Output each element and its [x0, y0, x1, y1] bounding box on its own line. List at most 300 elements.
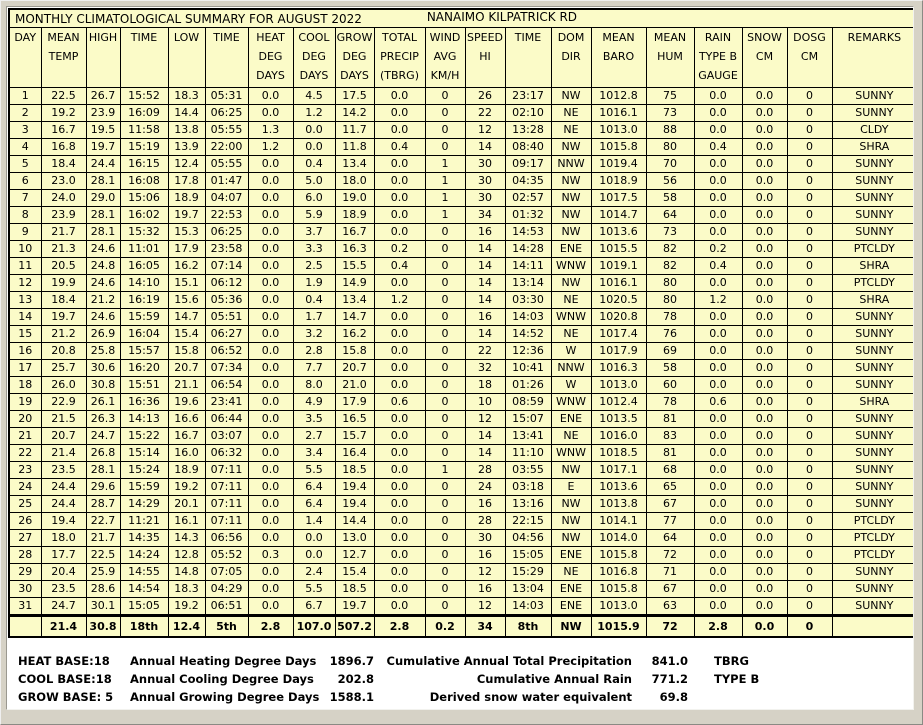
cell-dosg-cm: 0	[787, 360, 832, 377]
cell-dom-dir: NW	[551, 496, 591, 513]
cell-heat-deg-days: 1.2	[248, 139, 293, 156]
col-header-line: HIGH	[88, 31, 118, 44]
cell-remarks: PTCLDY	[832, 547, 914, 564]
cell-rain-gauge: 0.0	[694, 496, 742, 513]
cell-speed-hi: 24	[465, 479, 505, 496]
cell-remarks: PTCLDY	[832, 513, 914, 530]
cell-remarks: SHRA	[832, 139, 914, 156]
table-row	[9, 513, 914, 530]
cell-mean-temp: 26.0	[41, 377, 86, 394]
cell-high-time: 15:52	[120, 88, 168, 105]
cell-dosg-cm: 0	[787, 564, 832, 581]
cell-high: 24.6	[86, 309, 120, 326]
cell-grow-deg-days: 16.4	[335, 445, 374, 462]
annual-summary-footer	[18, 652, 912, 706]
cell-cool-deg-days: 6.7	[293, 598, 335, 616]
cell-day: 30	[9, 581, 41, 598]
col-header-line: TIME	[514, 31, 542, 44]
cell-dom-dir: NE	[551, 122, 591, 139]
cell-snow-cm: 0.0	[742, 564, 787, 581]
cell-mean-temp: 20.5	[41, 258, 86, 275]
cell-dosg-cm: 0	[787, 411, 832, 428]
footer-annual-label: Annual Growing Degree Days	[130, 690, 320, 704]
cell-low-time: 06:27	[205, 326, 248, 343]
cell-cool-deg-days: 3.2	[293, 326, 335, 343]
cell-dom-dir: NNW	[551, 360, 591, 377]
cell-total-precip: 0.0	[374, 462, 425, 479]
cell-high-time: 16:08	[120, 173, 168, 190]
cell-grow-deg-days: 13.4	[335, 156, 374, 173]
cell-low: 14.7	[168, 309, 205, 326]
cell-mean-baro: 1013.0	[591, 598, 646, 616]
cell-speed-hi: 16	[465, 224, 505, 241]
cell-mean-temp: 19.7	[41, 309, 86, 326]
cell-mean-baro: 1017.4	[591, 326, 646, 343]
cell-heat-deg-days: 0.0	[248, 224, 293, 241]
total-cool-deg-days: 107.0	[293, 616, 335, 638]
cell-high: 26.7	[86, 88, 120, 105]
cell-low: 16.1	[168, 513, 205, 530]
cell-cool-deg-days: 7.7	[293, 360, 335, 377]
cell-wind-avg: 0	[425, 496, 465, 513]
cell-speed-hi: 30	[465, 530, 505, 547]
table-row	[9, 360, 914, 377]
cell-total-precip: 0.0	[374, 530, 425, 547]
col-header-line: TIME	[213, 31, 240, 44]
cell-day: 6	[9, 173, 41, 190]
cell-speed-hi: 30	[465, 173, 505, 190]
cell-remarks: SUNNY	[832, 343, 914, 360]
col-header-line: HUM	[657, 50, 683, 63]
cell-mean-hum: 67	[646, 496, 694, 513]
footer-base-label: HEAT BASE:18	[18, 654, 110, 668]
table-row	[9, 122, 914, 139]
footer-annual-label: Annual Cooling Degree Days	[130, 672, 314, 686]
cell-low-time: 03:07	[205, 428, 248, 445]
footer-cumulative-label: Derived snow water equivalent	[429, 690, 632, 704]
cell-high: 22.5	[86, 547, 120, 564]
cell-total-precip: 0.0	[374, 207, 425, 224]
cell-snow-cm: 0.0	[742, 156, 787, 173]
col-header-mean-baro	[591, 28, 646, 88]
cell-high-time: 14:29	[120, 496, 168, 513]
footer-cumulative-value: 69.8	[659, 690, 688, 704]
cell-low-time: 05:55	[205, 122, 248, 139]
cell-wind-avg: 1	[425, 207, 465, 224]
cell-grow-deg-days: 15.5	[335, 258, 374, 275]
cell-heat-deg-days: 0.0	[248, 326, 293, 343]
cell-high: 25.8	[86, 343, 120, 360]
cell-low-time: 07:11	[205, 513, 248, 530]
cell-total-precip: 0.4	[374, 139, 425, 156]
cell-total-precip: 0.0	[374, 547, 425, 564]
cell-mean-hum: 77	[646, 513, 694, 530]
cell-low: 18.3	[168, 581, 205, 598]
cell-total-precip: 0.2	[374, 241, 425, 258]
cell-mean-hum: 73	[646, 224, 694, 241]
cell-high-time: 15:05	[120, 598, 168, 616]
cell-rain-gauge: 0.0	[694, 530, 742, 547]
cell-snow-cm: 0.0	[742, 598, 787, 616]
cell-dom-dir: NNW	[551, 156, 591, 173]
table-row	[9, 241, 914, 258]
cell-day: 1	[9, 88, 41, 105]
cell-wind-avg: 0	[425, 326, 465, 343]
cell-mean-temp: 18.0	[41, 530, 86, 547]
cell-grow-deg-days: 18.0	[335, 173, 374, 190]
table-row	[9, 207, 914, 224]
cell-rain-gauge: 0.0	[694, 190, 742, 207]
footer-cumulative-value: 771.2	[651, 672, 688, 686]
cell-rain-gauge: 0.0	[694, 343, 742, 360]
cell-high-time: 15:24	[120, 462, 168, 479]
cell-remarks: SUNNY	[832, 411, 914, 428]
cell-wind-avg: 0	[425, 445, 465, 462]
cell-total-precip: 0.0	[374, 564, 425, 581]
cell-snow-cm: 0.0	[742, 581, 787, 598]
cell-heat-deg-days: 0.0	[248, 462, 293, 479]
cell-low-time: 01:47	[205, 173, 248, 190]
cell-mean-hum: 65	[646, 479, 694, 496]
cell-remarks: SUNNY	[832, 326, 914, 343]
cell-mean-baro: 1016.1	[591, 105, 646, 122]
cell-remarks: SUNNY	[832, 581, 914, 598]
report-title: MONTHLY CLIMATOLOGICAL SUMMARY FOR AUGUST 2022	[15, 11, 362, 26]
cell-total-precip: 0.0	[374, 309, 425, 326]
cell-high: 22.7	[86, 513, 120, 530]
cell-speed-hi: 16	[465, 496, 505, 513]
cell-speed-hi: 14	[465, 326, 505, 343]
cell-wind-avg: 0	[425, 309, 465, 326]
cell-speed-hi: 12	[465, 122, 505, 139]
table-row	[9, 581, 914, 598]
table-row	[9, 173, 914, 190]
cell-grow-deg-days: 16.7	[335, 224, 374, 241]
cell-high: 30.1	[86, 598, 120, 616]
col-header-high-time	[120, 28, 168, 88]
cell-total-precip: 0.0	[374, 156, 425, 173]
cell-remarks: SUNNY	[832, 207, 914, 224]
cell-total-precip: 1.2	[374, 292, 425, 309]
cell-high-time: 11:01	[120, 241, 168, 258]
cell-heat-deg-days: 0.0	[248, 105, 293, 122]
cell-dosg-cm: 0	[787, 394, 832, 411]
cell-rain-gauge: 0.0	[694, 275, 742, 292]
cell-dosg-cm: 0	[787, 275, 832, 292]
cell-high-time: 16:15	[120, 156, 168, 173]
cell-mean-temp: 21.4	[41, 445, 86, 462]
cell-mean-hum: 68	[646, 462, 694, 479]
cell-mean-baro: 1016.1	[591, 275, 646, 292]
cell-cool-deg-days: 3.5	[293, 411, 335, 428]
table-row	[9, 88, 914, 105]
total-day	[9, 616, 41, 638]
cell-high-time: 16:04	[120, 326, 168, 343]
cell-remarks: SHRA	[832, 292, 914, 309]
cell-dosg-cm: 0	[787, 343, 832, 360]
cell-heat-deg-days: 0.0	[248, 343, 293, 360]
cell-wind-avg: 0	[425, 88, 465, 105]
cell-snow-cm: 0.0	[742, 224, 787, 241]
cell-speed-hi: 30	[465, 156, 505, 173]
cell-grow-deg-days: 21.0	[335, 377, 374, 394]
cell-low-time: 07:05	[205, 564, 248, 581]
cell-mean-temp: 20.7	[41, 428, 86, 445]
table-row	[9, 530, 914, 547]
cell-dom-dir: ENE	[551, 581, 591, 598]
cell-rain-gauge: 0.0	[694, 88, 742, 105]
cell-dom-dir: ENE	[551, 598, 591, 616]
cell-total-precip: 0.0	[374, 88, 425, 105]
table-row	[9, 190, 914, 207]
cell-cool-deg-days: 0.0	[293, 547, 335, 564]
cell-mean-hum: 63	[646, 598, 694, 616]
cell-snow-cm: 0.0	[742, 88, 787, 105]
cell-heat-deg-days: 0.0	[248, 428, 293, 445]
cell-low-time: 06:12	[205, 275, 248, 292]
cell-snow-cm: 0.0	[742, 292, 787, 309]
cell-high: 28.1	[86, 462, 120, 479]
col-header-low	[168, 28, 205, 88]
cell-high: 26.3	[86, 411, 120, 428]
cell-snow-cm: 0.0	[742, 122, 787, 139]
cell-grow-deg-days: 11.7	[335, 122, 374, 139]
col-header-line: AVG	[433, 50, 457, 63]
cell-day: 21	[9, 428, 41, 445]
cell-high-time: 11:58	[120, 122, 168, 139]
cell-grow-deg-days: 15.4	[335, 564, 374, 581]
cell-dosg-cm: 0	[787, 326, 832, 343]
cell-speed-time: 13:16	[505, 496, 551, 513]
cell-day: 31	[9, 598, 41, 616]
cell-mean-baro: 1017.1	[591, 462, 646, 479]
cell-dom-dir: NW	[551, 207, 591, 224]
cell-day: 14	[9, 309, 41, 326]
cell-dom-dir: WNW	[551, 309, 591, 326]
cell-total-precip: 0.0	[374, 360, 425, 377]
cell-day: 7	[9, 190, 41, 207]
cell-cool-deg-days: 2.8	[293, 343, 335, 360]
table-row	[9, 598, 914, 616]
cell-speed-hi: 14	[465, 275, 505, 292]
cell-mean-hum: 81	[646, 411, 694, 428]
cell-mean-hum: 64	[646, 530, 694, 547]
cell-grow-deg-days: 14.9	[335, 275, 374, 292]
cell-snow-cm: 0.0	[742, 513, 787, 530]
col-header-line: TYPE B	[698, 50, 738, 63]
table-row	[9, 105, 914, 122]
cell-dosg-cm: 0	[787, 309, 832, 326]
cell-low: 14.8	[168, 564, 205, 581]
cell-total-precip: 0.0	[374, 105, 425, 122]
cell-day: 22	[9, 445, 41, 462]
col-header-dom-dir	[551, 28, 591, 88]
cell-speed-hi: 14	[465, 428, 505, 445]
cell-speed-hi: 16	[465, 309, 505, 326]
col-header-line: SNOW	[747, 31, 782, 44]
cell-day: 16	[9, 343, 41, 360]
cell-rain-gauge: 0.0	[694, 445, 742, 462]
cell-dom-dir: NE	[551, 428, 591, 445]
cell-heat-deg-days: 1.3	[248, 122, 293, 139]
cell-mean-hum: 56	[646, 173, 694, 190]
footer-row	[18, 688, 912, 706]
cell-remarks: SUNNY	[832, 156, 914, 173]
col-header-line: RAIN	[704, 31, 732, 44]
cell-cool-deg-days: 3.4	[293, 445, 335, 462]
cell-mean-hum: 88	[646, 122, 694, 139]
col-header-line: DAYS	[256, 69, 285, 82]
table-row	[9, 496, 914, 513]
table-row	[9, 326, 914, 343]
cell-day: 18	[9, 377, 41, 394]
cell-low-time: 06:52	[205, 343, 248, 360]
cell-rain-gauge: 0.4	[694, 139, 742, 156]
cell-dom-dir: WNW	[551, 445, 591, 462]
table-row	[9, 275, 914, 292]
cell-low-time: 06:51	[205, 598, 248, 616]
cell-snow-cm: 0.0	[742, 496, 787, 513]
cell-dom-dir: NE	[551, 292, 591, 309]
cell-rain-gauge: 0.4	[694, 258, 742, 275]
cell-snow-cm: 0.0	[742, 326, 787, 343]
cell-wind-avg: 0	[425, 598, 465, 616]
cell-snow-cm: 0.0	[742, 309, 787, 326]
col-header-line: (TBRG)	[379, 69, 419, 82]
col-header-line: DOM	[557, 31, 585, 44]
cell-high-time: 14:54	[120, 581, 168, 598]
col-header-speed-time	[505, 28, 551, 88]
cell-day: 10	[9, 241, 41, 258]
cell-wind-avg: 0	[425, 394, 465, 411]
col-header-line: TOTAL	[382, 31, 417, 44]
cell-grow-deg-days: 20.7	[335, 360, 374, 377]
cell-mean-hum: 64	[646, 207, 694, 224]
cell-low-time: 07:11	[205, 496, 248, 513]
cell-snow-cm: 0.0	[742, 394, 787, 411]
col-header-line: CM	[800, 50, 819, 63]
cell-dosg-cm: 0	[787, 496, 832, 513]
cell-rain-gauge: 0.0	[694, 224, 742, 241]
cell-speed-hi: 28	[465, 462, 505, 479]
cell-heat-deg-days: 0.0	[248, 173, 293, 190]
cell-speed-hi: 10	[465, 394, 505, 411]
cell-dom-dir: W	[551, 377, 591, 394]
cell-high-time: 16:19	[120, 292, 168, 309]
cell-cool-deg-days: 1.4	[293, 513, 335, 530]
col-header-heat-deg-days	[248, 28, 293, 88]
cell-grow-deg-days: 16.3	[335, 241, 374, 258]
cell-grow-deg-days: 18.5	[335, 581, 374, 598]
cell-mean-baro: 1014.1	[591, 513, 646, 530]
cell-total-precip: 0.0	[374, 326, 425, 343]
cell-remarks: SUNNY	[832, 479, 914, 496]
cell-mean-temp: 18.4	[41, 156, 86, 173]
cell-total-precip: 0.0	[374, 343, 425, 360]
cell-high: 21.7	[86, 530, 120, 547]
cell-dom-dir: NW	[551, 88, 591, 105]
total-dosg-cm: 0	[787, 616, 832, 638]
cell-mean-temp: 23.9	[41, 207, 86, 224]
cell-mean-temp: 23.5	[41, 462, 86, 479]
col-header-line: KM/H	[430, 69, 460, 82]
cell-mean-baro: 1012.8	[591, 88, 646, 105]
col-header-line: GROW	[336, 31, 373, 44]
cell-remarks: SUNNY	[832, 105, 914, 122]
cell-heat-deg-days: 0.0	[248, 598, 293, 616]
total-high-time: 18th	[120, 616, 168, 638]
total-speed-time: 8th	[505, 616, 551, 638]
cell-total-precip: 0.0	[374, 445, 425, 462]
cell-remarks: SUNNY	[832, 496, 914, 513]
cell-heat-deg-days: 0.0	[248, 581, 293, 598]
cell-remarks: SUNNY	[832, 598, 914, 616]
cell-low: 12.8	[168, 547, 205, 564]
cell-speed-time: 13:28	[505, 122, 551, 139]
cell-speed-hi: 34	[465, 207, 505, 224]
cell-total-precip: 0.0	[374, 598, 425, 616]
cell-rain-gauge: 0.0	[694, 326, 742, 343]
cell-day: 24	[9, 479, 41, 496]
cell-heat-deg-days: 0.0	[248, 207, 293, 224]
cell-low: 12.4	[168, 156, 205, 173]
cell-speed-time: 12:36	[505, 343, 551, 360]
col-header-line: DEG	[258, 50, 283, 63]
cell-dosg-cm: 0	[787, 241, 832, 258]
cell-mean-temp: 24.4	[41, 479, 86, 496]
total-rain-gauge: 2.8	[694, 616, 742, 638]
cell-rain-gauge: 0.6	[694, 394, 742, 411]
cell-heat-deg-days: 0.0	[248, 479, 293, 496]
col-header-line: DEG	[342, 50, 367, 63]
cell-wind-avg: 0	[425, 105, 465, 122]
total-mean-temp: 21.4	[41, 616, 86, 638]
cell-dom-dir: WNW	[551, 394, 591, 411]
cell-total-precip: 0.0	[374, 581, 425, 598]
total-grow-deg-days: 507.2	[335, 616, 374, 638]
cell-high: 24.7	[86, 428, 120, 445]
cell-dosg-cm: 0	[787, 88, 832, 105]
cell-grow-deg-days: 18.9	[335, 207, 374, 224]
cell-wind-avg: 0	[425, 275, 465, 292]
col-header-line: GAUGE	[698, 69, 738, 82]
col-header-wind-avg	[425, 28, 465, 88]
cell-day: 28	[9, 547, 41, 564]
col-header-line: TIME	[130, 31, 158, 44]
table-row	[9, 139, 914, 156]
cell-speed-time: 13:04	[505, 581, 551, 598]
table-row	[9, 156, 914, 173]
cell-total-precip: 0.0	[374, 428, 425, 445]
cell-remarks: SUNNY	[832, 462, 914, 479]
cell-snow-cm: 0.0	[742, 377, 787, 394]
cell-grow-deg-days: 18.5	[335, 462, 374, 479]
col-header-line: MEAN	[47, 31, 80, 44]
cell-snow-cm: 0.0	[742, 173, 787, 190]
cell-heat-deg-days: 0.0	[248, 530, 293, 547]
cell-day: 17	[9, 360, 41, 377]
cell-high-time: 15:51	[120, 377, 168, 394]
table-row	[9, 292, 914, 309]
cell-rain-gauge: 0.0	[694, 173, 742, 190]
cell-grow-deg-days: 15.8	[335, 343, 374, 360]
cell-speed-hi: 18	[465, 377, 505, 394]
cell-snow-cm: 0.0	[742, 479, 787, 496]
cell-speed-time: 03:55	[505, 462, 551, 479]
cell-low: 20.7	[168, 360, 205, 377]
cell-speed-time: 14:03	[505, 309, 551, 326]
cell-day: 29	[9, 564, 41, 581]
